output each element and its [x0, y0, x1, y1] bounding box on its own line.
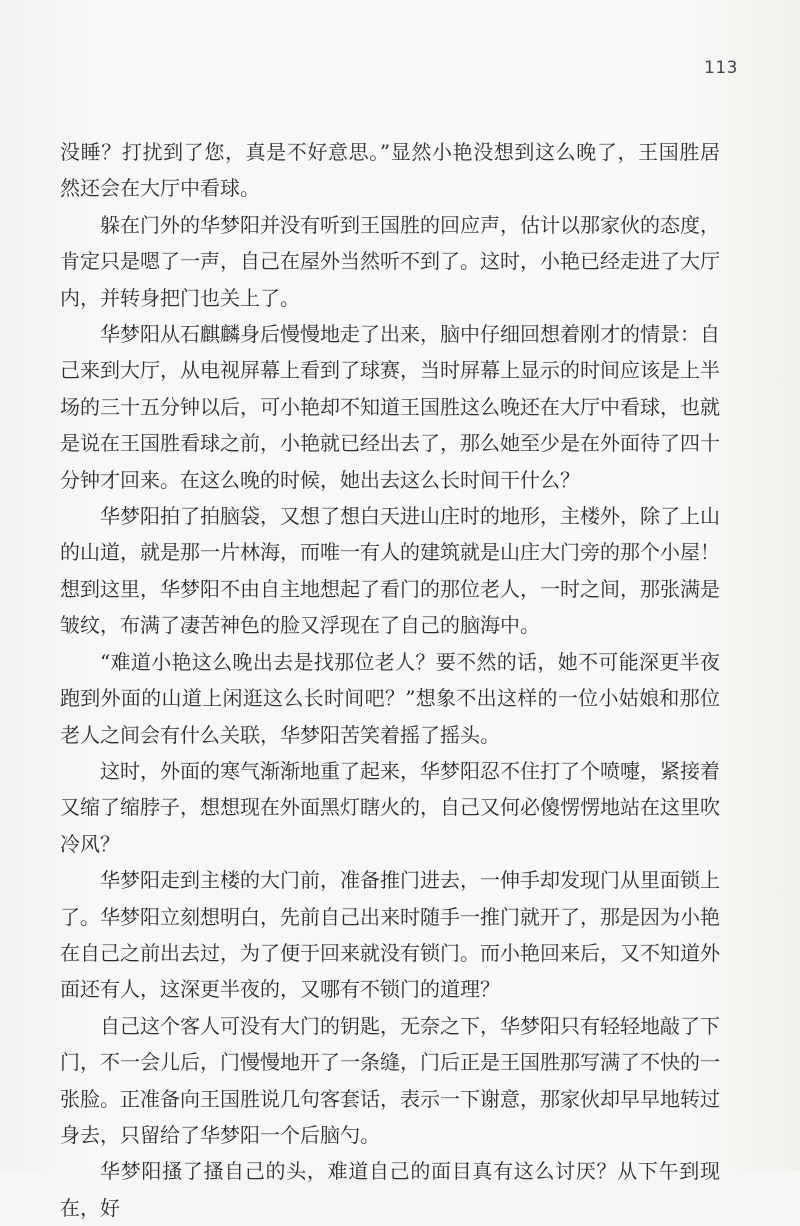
- paragraph: 躲在门外的华梦阳并没有听到王国胜的回应声，估计以那家伙的态度，肯定只是嗯了一声，自己在屋外当然听不到了。这时，小艳已经走进了大厅内，并转身把门也关上了。: [60, 212, 720, 310]
- paragraph: 这时，外面的寒气渐渐地重了起来，华梦阳忍不住打了个喷嚏，紧接着又缩了缩脖子，想想现在外面黑灯瞎火的，自己又何必傻愣愣地站在这里吹冷风？: [60, 758, 720, 856]
- paragraph-continuation: 没睡？打扰到了您，真是不好意思。”显然小艳没想到这么晚了，王国胜居然还会在大厅中看球。: [60, 140, 720, 201]
- page-number: 113: [704, 58, 738, 78]
- paragraph: 华梦阳从石麒麟身后慢慢地走了出来，脑中仔细回想着刚才的情景：自己来到大厅，从电视屏幕上看到了球赛，当时屏幕上显示的时间应该是上半场的三十五分钟以后，可小艳却不知道王国胜这么晚还在大厅中看球，也就是说在王国胜看球之前，小艳就已经出去了，那么她至少是在外面待了四十分钟才回来。在这么晚的时候，她出去这么长时间干什么？: [60, 322, 720, 492]
- paragraph: 华梦阳搔了搔自己的头，难道自己的面目真有这么讨厌？从下午到现在，好: [60, 1159, 720, 1220]
- paragraph-dialogue: “难道小艳这么晚出去是找那位老人？要不然的话，她不可能深更半夜跑到外面的山道上闲逛这么长时间吧？”想象不出这样的一位小姑娘和那位老人之间会有什么关联，华梦阳苦笑着摇了摇头。: [60, 649, 720, 747]
- body-text: [60, 134, 720, 1226]
- paragraph: 自己这个客人可没有大门的钥匙，无奈之下，华梦阳只有轻轻地敲了下门，不一会儿后，门慢慢地开了一条缝，门后正是王国胜那写满了不快的一张脸。正准备向王国胜说几句客套话，表示一下谢意，那家伙却早早地转过身去，只留给了华梦阳一个后脑勺。: [60, 1013, 720, 1147]
- paragraph: 华梦阳拍了拍脑袋，又想了想白天进山庄时的地形，主楼外，除了上山的山道，就是那一片林海，而唯一有人的建筑就是山庄大门旁的那个小屋！想到这里，华梦阳不由自主地想起了看门的那位老人，一时之间，那张满是皱纹，布满了凄苦神色的脸又浮现在了自己的脑海中。: [60, 504, 720, 638]
- paragraph: 华梦阳走到主楼的大门前，准备推门进去，一伸手却发现门从里面锁上了。华梦阳立刻想明白，先前自己出来时随手一推门就开了，那是因为小艳在自己之前出去过，为了便于回来就没有锁门。而小艳回来后，又不知道外面还有人，这深更半夜的，又哪有不锁门的道理？: [60, 868, 720, 1002]
